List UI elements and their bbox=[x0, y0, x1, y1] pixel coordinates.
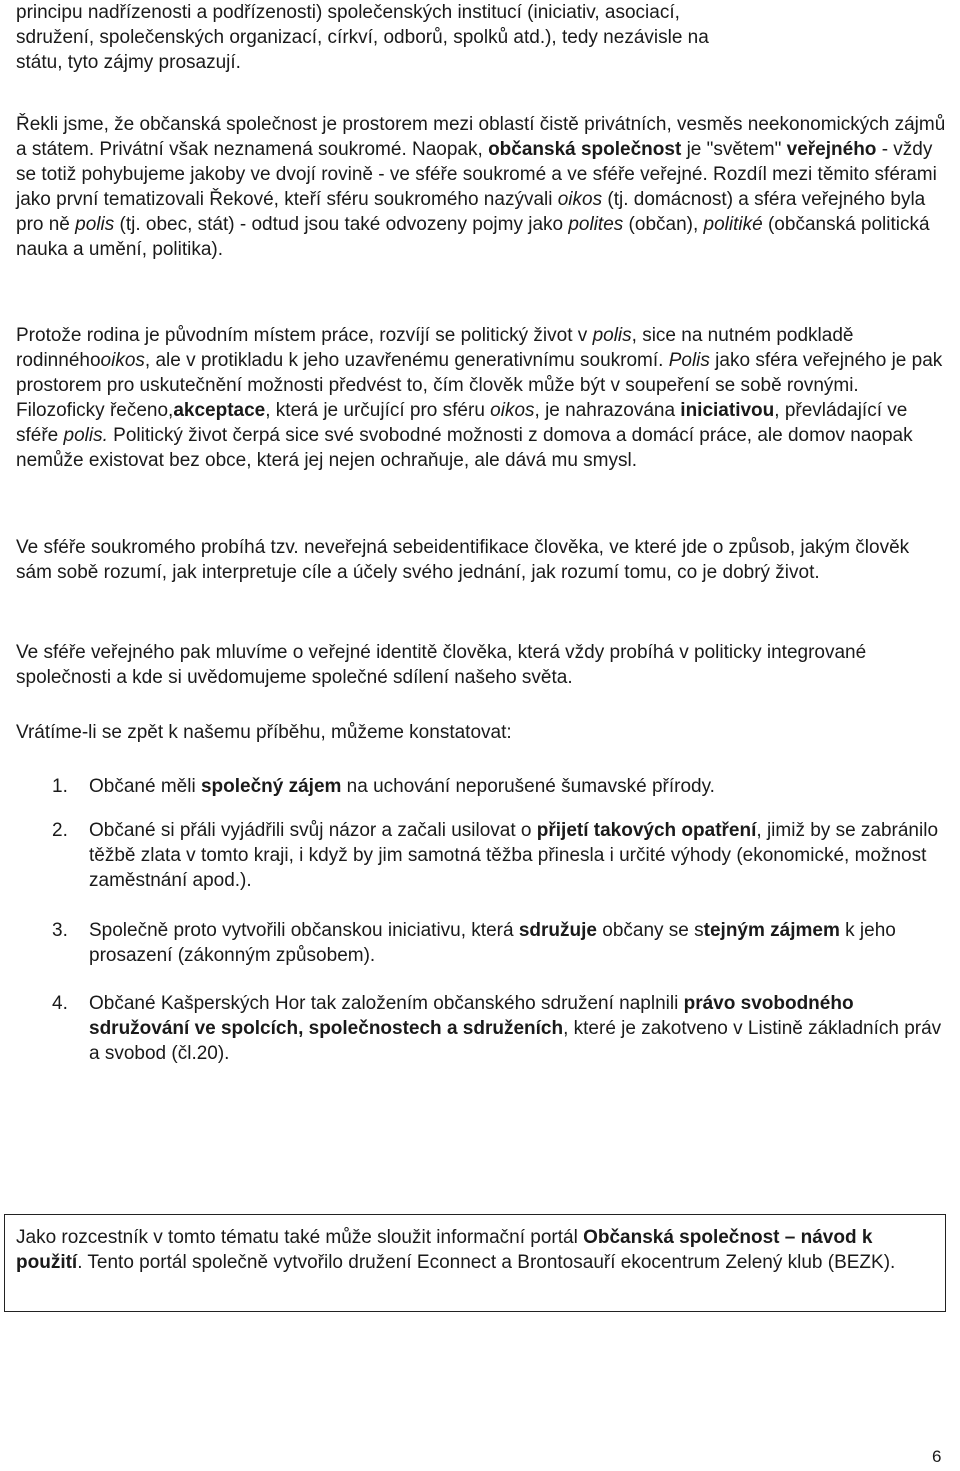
bold-term: právo svobodného sdružování ve spolcích, společnostech a sdruženích bbox=[89, 993, 854, 1039]
text-run: , převládající ve sféře bbox=[16, 400, 908, 446]
text-run: Protože rodina je původním místem práce, rozvíjí se politický život v bbox=[16, 325, 593, 346]
text-run: , která je určující pro sféru bbox=[265, 400, 491, 421]
text-run: Občané měli bbox=[89, 776, 201, 797]
text-run: na uchování neporušené šumavské přírody. bbox=[341, 776, 715, 797]
paragraph-polis bbox=[16, 323, 946, 473]
list-text bbox=[89, 991, 947, 1066]
bold-term: veřejného bbox=[786, 139, 877, 160]
text-run: (tj. domácnost) a sféra veřejného byla pro ně bbox=[16, 189, 926, 235]
italic-term: oikos bbox=[490, 400, 535, 421]
bold-term: přijetí takových opatření bbox=[536, 820, 757, 841]
list-number: 4. bbox=[52, 993, 68, 1014]
italic-term: Polis bbox=[668, 350, 710, 371]
italic-term: oikos bbox=[557, 189, 603, 210]
list-text bbox=[89, 818, 947, 893]
italic-term: polis. bbox=[63, 425, 108, 446]
text-run: (tj. obec, stát) - odtud jsou také odvozeny pojmy jako bbox=[114, 214, 569, 235]
text-run: , sice na nutném podkladě rodinného bbox=[16, 325, 854, 371]
list-text bbox=[89, 774, 947, 799]
italic-term: oikos bbox=[100, 350, 145, 371]
page-number: 6 bbox=[932, 1447, 942, 1466]
bold-term: občanská společnost bbox=[488, 139, 682, 160]
list-number: 2. bbox=[52, 820, 68, 841]
text-run: jako sféra veřejného je pak prostorem pro uskutečnění možnosti předvést to, čím člověk může být v soupeření se sobě rovnými. Filozoficky řečeno, bbox=[16, 350, 943, 421]
text-run: Občané Kašperských Hor tak založením občanského sdružení naplnili bbox=[89, 993, 684, 1014]
text-run: Občané si přáli vyjádřili svůj názor a začali usilovat o bbox=[89, 820, 537, 841]
text-run: občany se s bbox=[596, 920, 704, 941]
bold-term: akceptace bbox=[173, 400, 266, 421]
paragraph-civil-society bbox=[16, 112, 946, 262]
italic-term: polis bbox=[75, 214, 115, 235]
bold-term: společný zájem bbox=[200, 776, 342, 797]
intro-line-3: státu, tyto zájmy prosazují. bbox=[16, 52, 241, 73]
italic-term: polis bbox=[592, 325, 632, 346]
italic-term: politiké bbox=[703, 214, 763, 235]
text-run: (občan), bbox=[623, 214, 704, 235]
intro-line-1: principu nadřízenosti a podřízenosti) společenských institucí (iniciativ, asociací, bbox=[16, 2, 680, 23]
text-run: , ale v protikladu k jeho uzavřenému generativnímu soukromí. bbox=[144, 350, 669, 371]
text-run: . Tento portál společně vytvořilo družení Econnect a Brontosauří ekocentrum Zelený klub (BEZK). bbox=[77, 1252, 896, 1273]
portal-name: Občanská společnost – návod k použití bbox=[16, 1227, 873, 1273]
info-box bbox=[4, 1214, 946, 1312]
text-run: Řekli jsme, že občanská společnost je prostorem mezi oblastí čistě privátních, vesměs neekonomických zájmů a státem. Privátní však neznamená soukromé. Naopak, bbox=[16, 114, 946, 160]
text-run: Společně proto vytvořili občanskou iniciativu, která bbox=[89, 920, 519, 941]
italic-term: polites bbox=[568, 214, 624, 235]
info-box-text bbox=[16, 1225, 936, 1275]
paragraph-private-sphere: Ve sféře soukromého probíhá tzv. neveřejná sebeidentifikace člověka, ve které jde o způsob, jakým člověk sám sobě rozumí, jak interpretuje cíle a účely svého jednání, jak rozumí tomu, co je dobrý život. bbox=[16, 537, 910, 583]
bold-term: iniciativou bbox=[680, 400, 775, 421]
intro-paragraph bbox=[16, 0, 946, 75]
intro-line-2: sdružení, společenských organizací, církví, odborů, spolků atd.), tedy nezávisle na bbox=[16, 27, 709, 48]
text-run: Politický život čerpá sice své svobodné možnosti z domova a domácí práce, ale domov naopak nemůže existovat bez obce, která jej nejen ochraňuje, ale dává mu smysl. bbox=[16, 425, 913, 471]
bold-term: tejným zájmem bbox=[703, 920, 840, 941]
text-run: , které je zakotveno v Listině základních práv a svobod (čl.20). bbox=[89, 1018, 942, 1064]
list-text bbox=[89, 918, 947, 968]
text-run: Jako rozcestník v tomto tématu také může sloužit informační portál bbox=[16, 1227, 584, 1248]
text-run: je "světem" bbox=[681, 139, 787, 160]
text-run: , je nahrazována bbox=[534, 400, 681, 421]
list-number: 1. bbox=[52, 776, 68, 797]
text-run: k jeho prosazení (zákonným způsobem). bbox=[89, 920, 896, 966]
text-run: , jimiž by se zabránilo těžbě zlata v tomto kraji, i když by jim samotná těžba přinesla i určité výhody (ekonomické, možnost zaměstnání apod.). bbox=[89, 820, 939, 891]
paragraph-conclusion-intro: Vrátíme-li se zpět k našemu příběhu, můžeme konstatovat: bbox=[16, 722, 512, 743]
bold-term: sdružuje bbox=[518, 920, 597, 941]
list-number: 3. bbox=[52, 920, 68, 941]
text-run: (občanská politická nauka a umění, politika). bbox=[16, 214, 930, 260]
text-run: - vždy se totiž pohybujeme jakoby ve dvojí rovině - ve sféře soukromé a ve sféře veřejné. Rozdíl mezi těmito sférami jako první tematizovali Řekové, kteří sféru soukromého nazývali bbox=[16, 139, 937, 210]
paragraph-public-sphere: Ve sféře veřejného pak mluvíme o veřejné identitě člověka, která vždy probíhá v politicky integrované společnosti a kde si uvědomujeme společné sdílení našeho světa. bbox=[16, 642, 867, 688]
